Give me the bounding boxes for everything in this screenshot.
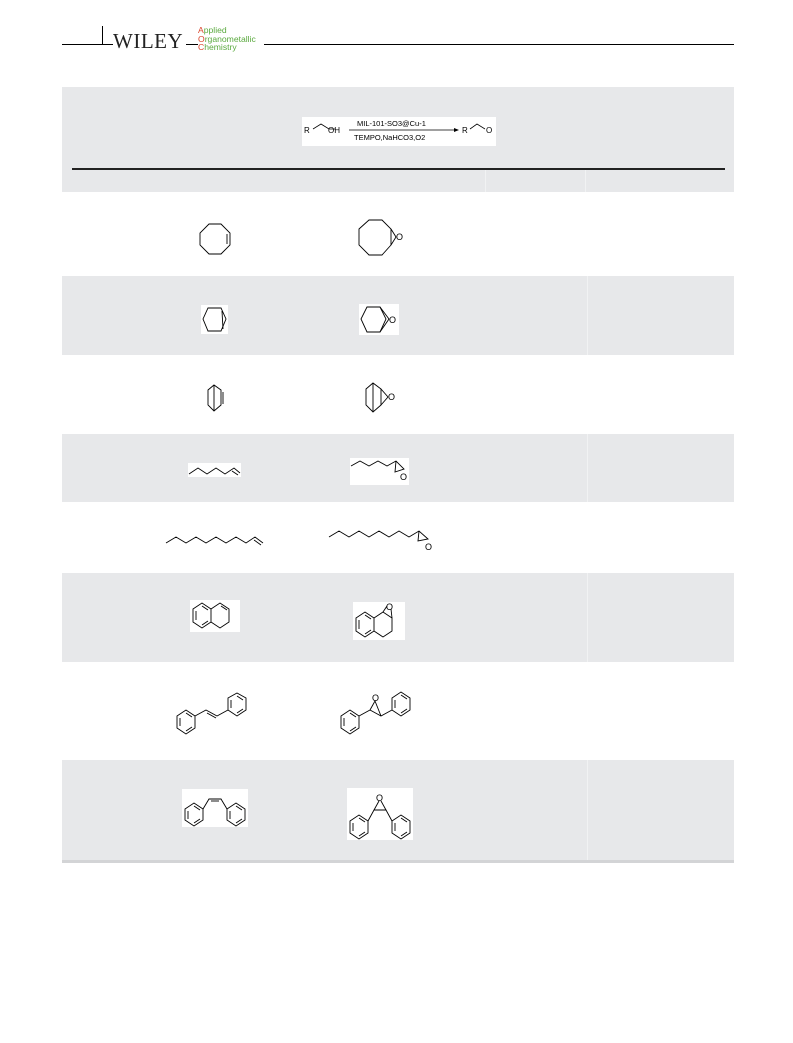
substrate-1-decene [165,531,266,547]
header-rule-right [264,44,734,45]
reaction-scheme [302,117,496,146]
svg-text:O: O [386,602,394,612]
substrate-cyclooctene [197,221,233,257]
page-header [0,0,793,70]
substrate-norbornene [201,383,228,414]
svg-text:O: O [388,392,396,402]
substrate-table [62,87,734,862]
substrate-cyclohexene [201,305,228,334]
product-norbornene-oxide [359,381,399,414]
table-bottom-rule [62,860,734,863]
svg-text:O: O [372,693,380,703]
substrate-cis-stilbene [182,789,248,827]
product-1-2-epoxyhexane [350,458,409,485]
header-tick [102,26,103,44]
svg-text:O: O [389,315,397,325]
svg-text:O: O [486,126,493,135]
svg-text:O: O [376,793,384,803]
product-1-2-epoxydecane [328,525,436,552]
svg-text:O: O [400,472,408,482]
svg-text:OH: OH [328,126,340,135]
svg-text:MIL-101-SO3@Cu-1: MIL-101-SO3@Cu-1 [357,119,426,128]
journal-name: Applied Organometallic Chemistry [198,25,256,53]
header-rule-left [62,44,113,45]
header-rule [72,168,725,170]
product-1-2-dihydronaphthalene-oxide [353,602,405,640]
substrate-1-2-dihydronaphthalene [190,600,240,632]
substrate-1-hexene [188,463,241,477]
svg-text:O: O [425,542,433,552]
product-cyclooctene-oxide [355,217,407,259]
product-trans-stilbene-oxide [337,686,421,738]
svg-text:TEMPO,NaHCO3,O2: TEMPO,NaHCO3,O2 [354,133,426,142]
product-cyclohexene-oxide [359,304,399,335]
svg-text:R: R [462,126,468,135]
header-rule-mid [186,44,198,45]
product-cis-stilbene-oxide [347,788,413,840]
svg-text:R: R [304,126,310,135]
substrate-trans-stilbene [173,692,257,739]
publisher-logo: WILEY [113,29,184,53]
svg-text:O: O [396,232,404,242]
